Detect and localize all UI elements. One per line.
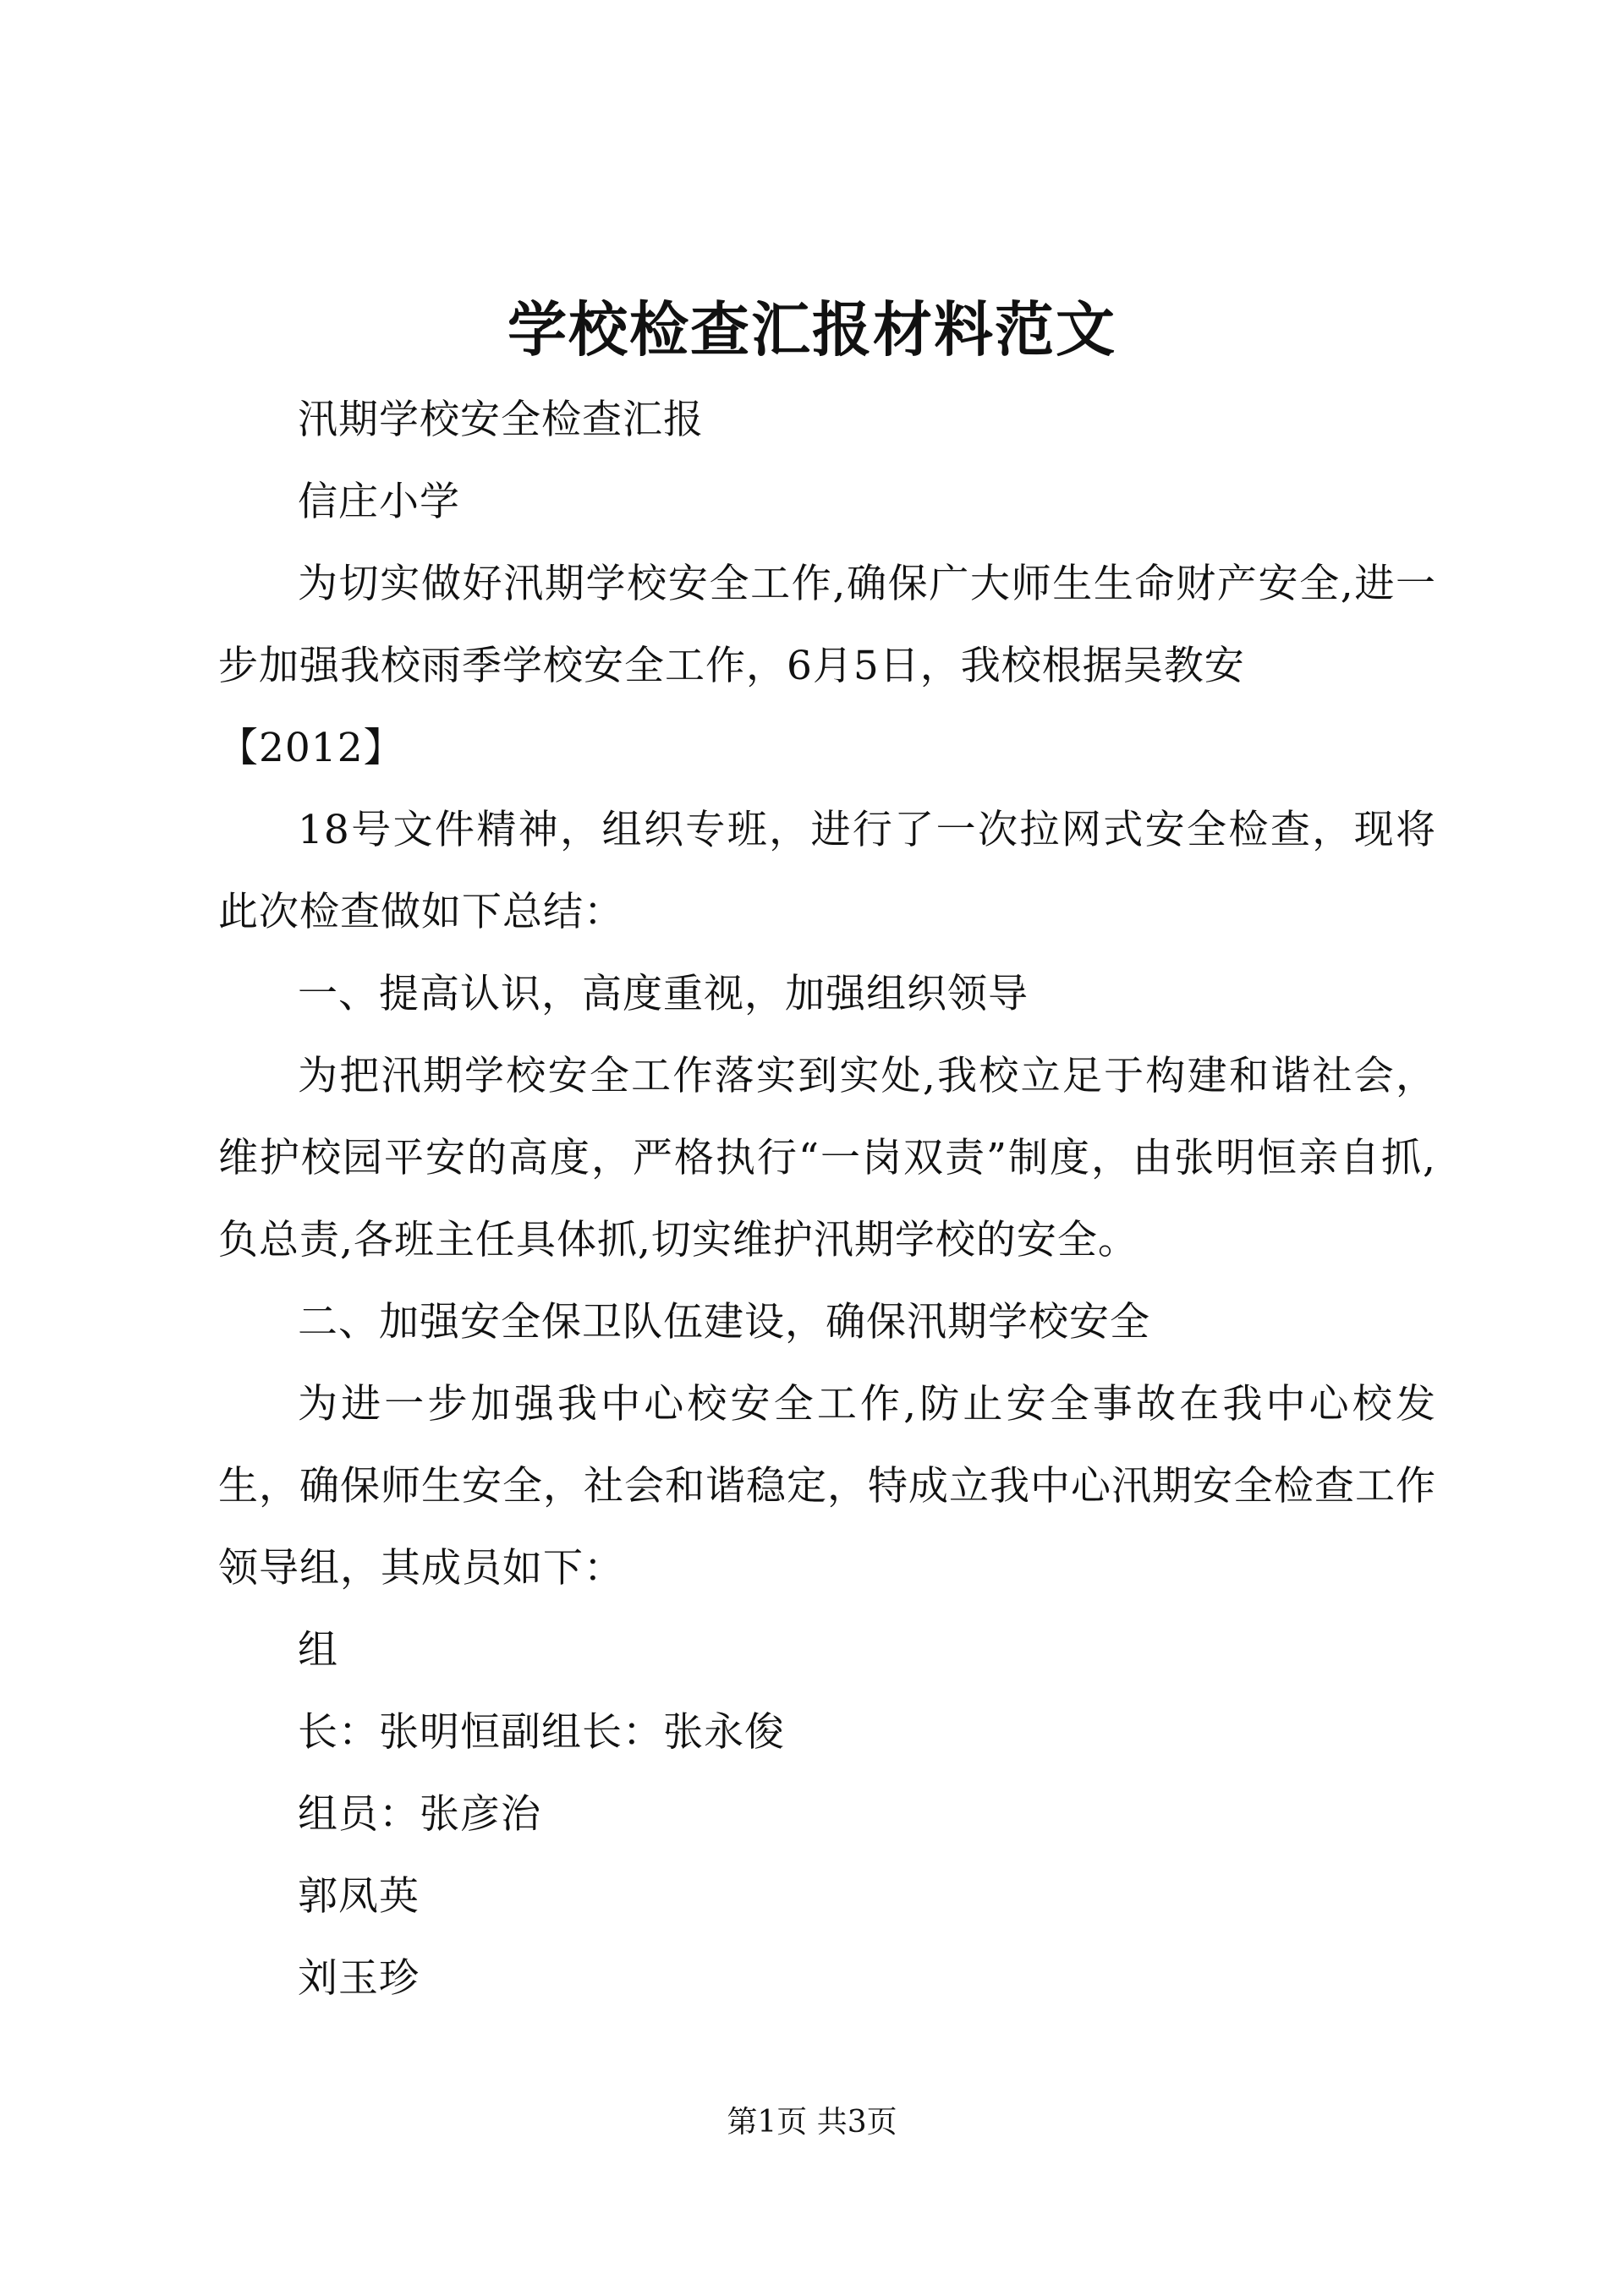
document-title: 学校检查汇报材料范文 (508, 294, 1116, 364)
paragraph-members: 组员：张彦治 (298, 1791, 541, 1838)
paragraph-group-label: 组 (298, 1627, 338, 1674)
paragraph-intro: 为切实做好汛期学校安全工作,确保广大师生生命财产安全,进一步加强我校雨季学校安全工作，6月5日，我校根据吴教安 (218, 561, 1436, 689)
paragraph-section-1: 为把汛期学校安全工作落实到实处,我校立足于构建和谐社会，维护校园平安的高度，严格执行“一岗双责”制度，由张明恒亲自抓,负总责,各班主任具体抓,切实维护汛期学校的安全。 (218, 1053, 1436, 1263)
paragraph-member-guo: 郭凤英 (298, 1873, 420, 1920)
paragraph-summary: 18号文件精神，组织专班，进行了一次拉网式安全检查，现将此次检查做如下总结： (218, 807, 1436, 935)
section-heading-2: 二、加强安全保卫队伍建设，确保汛期学校安全 (298, 1299, 1150, 1345)
paragraph-member-liu: 刘玉珍 (298, 1955, 420, 2002)
paragraph-doc-number: 【2012】 (218, 725, 404, 771)
section-heading-1: 一、提高认识，高度重视，加强组织领导 (298, 971, 1029, 1017)
document-body (218, 379, 1436, 2019)
paragraph-heading: 汛期学校安全检查汇报 (298, 397, 704, 443)
paragraph-section-2: 为进一步加强我中心校安全工作,防止安全事故在我中心校发生，确保师生安全，社会和谐稳定，特成立我中心汛期安全检查工作领导组，其成员如下： (218, 1381, 1436, 1592)
page-indicator: 第1页 共3页 (727, 2105, 897, 2140)
paragraph-school-name: 信庄小学 (298, 479, 460, 525)
paragraph-leaders: 长：张明恒副组长：张永俊 (298, 1709, 785, 1756)
